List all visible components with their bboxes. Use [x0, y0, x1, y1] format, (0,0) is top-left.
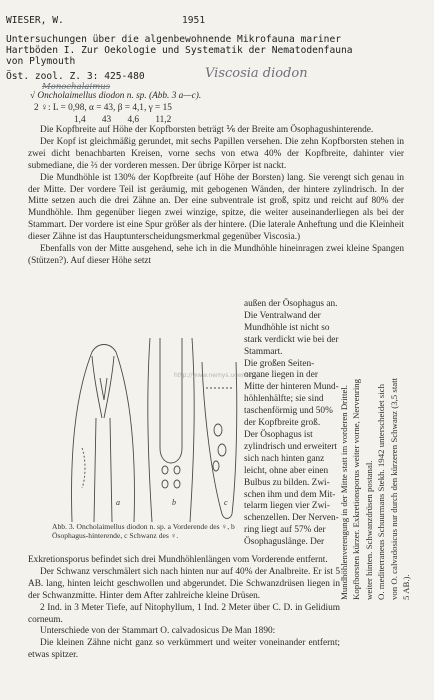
right-line: leicht, ohne aber einen: [244, 465, 329, 476]
measurement-values: 1,4 43 4,6 11,2: [74, 115, 172, 125]
lower-text-block: [28, 555, 340, 662]
figure-b-cell-3: [162, 480, 168, 488]
figure-c-tail-outline: [202, 362, 237, 519]
right-line: Ösophaguslänge. Der: [244, 537, 325, 548]
measurement-formula: 2 ♀: L = 0,98, α = 43, β = 4,1, γ = 15: [34, 103, 172, 113]
paragraph-supports: Ebenfalls von der Mitte ausgehend, sehe ich in die Mundhöhle hineinragen zwei kleine Spangen (Stützen?). Auf dieser Höhe setzt: [28, 244, 404, 266]
figure-c-gland-2: [218, 444, 226, 456]
figure-label-b: b: [172, 498, 176, 507]
figure-b-body-outline: [148, 338, 194, 522]
title-line-3: von Plymouth: [6, 56, 76, 67]
right-line: sich nach hinten ganz: [244, 453, 325, 464]
side-note-line: Mundhöhlenverengung in der Mitte statt im vorderen Drittel.: [339, 385, 349, 600]
right-line: außen der Ösophagus an.: [244, 299, 338, 309]
right-line: Mundhöhle ist nicht so: [244, 322, 330, 333]
right-line: der Kopfbreite groß.: [244, 418, 321, 429]
right-line: zylindrisch und erweitert: [244, 441, 337, 452]
publication-year: 1951: [182, 15, 206, 26]
right-line: ring liegt auf 57% der: [244, 525, 326, 536]
paragraph-tail: Der Schwanz verschmälert sich nach hinten nur auf 40% der Analbreite. Er ist 5 AB. lang, hinten leicht geschwollen und abgerundet. Die Schwanzdrüsen liegen in der Schwanzmitte. Hinter dem After zahlreiche kleine Drüsen.: [28, 566, 340, 601]
right-line: Bulbus zu bilden. Zwi-: [244, 477, 330, 488]
right-line: Die Ventralwand der: [244, 310, 321, 321]
right-line: Mitte der hinteren Mund-: [244, 382, 339, 393]
figure-label-c: c: [224, 498, 228, 507]
paragraph-excretory-pore: Exkretionsporus befindet sich drei Mundhöhlenlängen vom Vorderende entfernt.: [28, 555, 328, 565]
figure-watermark: http://www.nemys.ugent.be/...: [174, 372, 265, 379]
right-line: taschenförmig und 50%: [244, 406, 333, 417]
side-note-line: von O. calvadosicus nur durch den kürzeren Schwanz (3,5 statt: [388, 377, 399, 600]
paragraph-locality: 2 Ind. in 3 Meter Tiefe, auf Nitophyllum, 1 Ind. 2 Meter über C. D. in Gelidium corneum.: [28, 602, 340, 625]
journal-citation: Öst. zool. Z. 3: 425-480: [6, 71, 145, 82]
right-line: telarm liegen vier Zwi-: [244, 501, 330, 512]
right-line: höhlenhälfte; sie sind: [244, 394, 324, 405]
figure-a-esophagus: [94, 418, 112, 522]
title-line-1: Untersuchungen über die algenbewohnende Mikrofauna mariner: [6, 34, 342, 45]
figure-label-a: a: [116, 498, 120, 507]
paragraph-head-width: Die Kopfbreite auf Höhe der Kopfborsten beträgt ⅙ der Breite am Ösophagushinterende.: [40, 125, 374, 135]
figure-c-gland-1: [214, 424, 222, 436]
right-line: Die großen Seiten-: [244, 358, 315, 369]
paragraph-teeth: Die kleinen Zähne nicht ganz so verkümmert und weiter voneinander entfernt; etwas spitzer.: [28, 638, 340, 661]
side-note-line: Kopfborsten kürzer. Exkretionsporus weiter vorne, Nervenring: [351, 378, 362, 600]
right-line: stark verdickt wie bei der: [244, 334, 339, 345]
right-line: schenzellen. Der Nerven-: [244, 513, 339, 524]
handwritten-genus-note: Monochalaimus: [42, 82, 111, 92]
side-note-line: 5 AB.).: [401, 574, 412, 600]
side-note-line: weiter hinten. Schwanzdrüsen postanal.: [363, 460, 374, 600]
paragraph-mouth-cavity: Die Mundhöhle ist 130% der Kopfbreite (auf Höhe der Borsten) lang. Sie verengt sich genau in der Mitte. Der vordere Teil ist geräumig, mit gebogenen Wänden, der hintere zylindrisch. In der Mitte setzen auch die drei Zähne an. Der eine subventrale ist groß, spitz und reicht auf 80% der Mundhöhle. Ihm gegenüber liegen zwei winzige, spitze, die weiter auseinanderliegen als bei der Stammart. Der vordere ist eine Spur größer als der hintere. (Die laterale Anheftung und die Kleinheit dieser Zähne ist das Hauptunterscheidungsmerkmal gegenüber Viscosia.): [28, 172, 404, 243]
figure-c-gland-3: [213, 461, 219, 471]
author-name: WIESER, W.: [6, 15, 64, 26]
handwritten-species-note: Viscosia diodon: [205, 66, 308, 81]
main-text-block: [28, 125, 404, 268]
figure-a-body-outline: [72, 345, 135, 523]
title-line-2: Hartböden I. Zur Oekologie und Systematik der Nematodenfauna: [6, 45, 353, 56]
paragraph-differences: Unterschiede von der Stammart O. calvadosicus De Man 1890:: [40, 626, 276, 637]
side-note-line: O. mediterraneus Schuurmans Stekh. 1942 unterscheidet sich: [376, 384, 387, 600]
figure-a-tooth: [100, 378, 107, 400]
right-line: schen ihm und dem Mit-: [244, 489, 336, 500]
paragraph-head-shape: Der Kopf ist gleichmäßig gerundet, mit sechs Papillen versehen. Die zehn Kopfborsten stehen in zwei dicht benachbarten Kreisen, vorne sechs von etwa 40% der Kopfbreite, dahinter vier submediane, die ⅔ der vorderen messen. Der übrige Körper ist nackt.: [28, 136, 404, 171]
right-line: Der Ösophagus ist: [244, 429, 313, 440]
right-line: Stammart.: [244, 346, 283, 357]
figure-b-cell-2: [174, 466, 180, 474]
figure-b-cell-4: [174, 480, 180, 488]
species-heading: √ Oncholaimellus diodon n. sp. (Abb. 3 a—c).: [30, 91, 202, 101]
figure-b-cell-1: [162, 466, 168, 474]
right-line: organe liegen in der: [244, 370, 318, 381]
nematode-figure: [52, 338, 238, 522]
rotated-side-note: [338, 260, 414, 600]
figure-a-mouth-cavity: [92, 356, 114, 418]
figure-b-esophagus-bulb: [160, 338, 182, 463]
figure-caption: Abb. 3. Oncholaimellus diodon n. sp. a Vorderende des ♀, b Ösophagus-hinterende, c Schwanz des ♀.: [52, 522, 235, 541]
